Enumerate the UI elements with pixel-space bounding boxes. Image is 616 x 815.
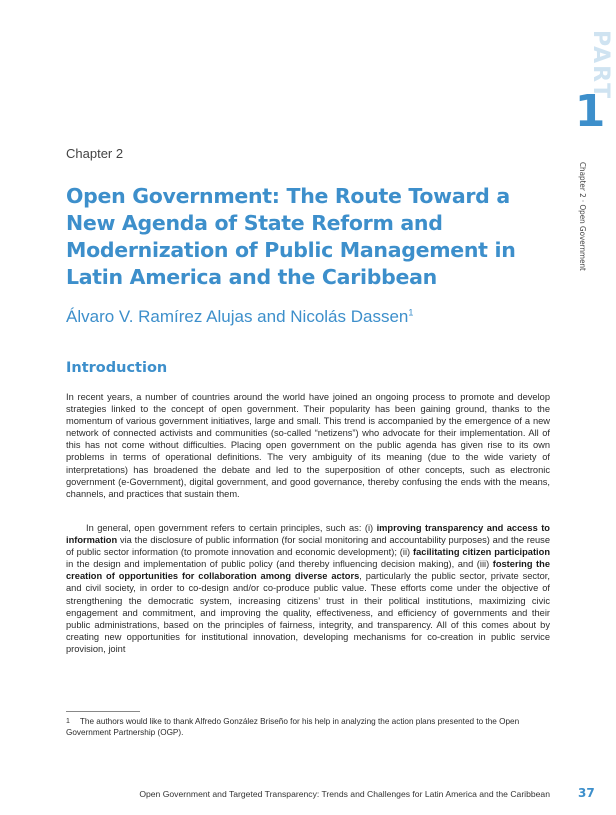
footnote-text: The authors would like to thank Alfredo González Briseño for his help in analyzing the action plans presented to the Open Government Partnership (OGP).	[66, 717, 520, 737]
paragraph-2-text: via the disclosure of public information (for social monitoring and accountability purposes) and the reuse of public sector information (to promote innovation and economic development); (ii)	[66, 535, 550, 558]
paragraph-2-text: , particularly the public sector, private sector, and civil society, in order to co-design and/or co-produce public value. These efforts come under the objective of strengthening the democratic system, increasing citizens’ trust in their political institutions, maximizing civic engagement and commitment, and improving the quality, effectiveness, and efficiency of governments and their public administrations, based on the principles of fairness, integrity, and transparency. All of this comes about by creating new opportunities for institutional innovation, developing mechanisms for co-creation in public service provision, joint	[66, 571, 550, 654]
paragraph-2	[66, 522, 550, 655]
footnote	[66, 716, 550, 738]
author-footnote-marker[interactable]: 1	[408, 307, 414, 318]
authors-names: Álvaro V. Ramírez Alujas and Nicolás Dassen	[66, 307, 409, 326]
chapter-title: Open Government: The Route Toward a New Agenda of State Reform and Modernization of Public Management in Latin America and the Caribbean	[66, 184, 516, 289]
part-number: 1	[574, 86, 606, 137]
paragraph-2-text: In general, open government refers to certain principles, such as: (i)	[86, 523, 377, 533]
paragraph-2-text: in the design and implementation of public policy (and thereby influencing decision making), and (iii)	[66, 559, 493, 570]
part-label: PART	[588, 30, 613, 101]
footnote-divider	[66, 711, 140, 712]
running-footer: Open Government and Targeted Transparency: Trends and Challenges for Latin America and the Caribbean	[139, 789, 550, 799]
paragraph-2-emphasis: improving transparency and access to information	[66, 523, 550, 546]
side-running-title: Chapter 2 · Open Government	[578, 162, 587, 271]
paragraph-2-emphasis: fostering the creation of opportunities for collaboration among diverse actors	[66, 559, 550, 582]
authors	[66, 307, 413, 327]
chapter-label: Chapter 2	[66, 146, 124, 161]
page-number: 37	[578, 786, 595, 800]
paragraph-1: In recent years, a number of countries around the world have joined an ongoing process to promote and develop strategies linked to the concept of open government. Their popularity has been gaining ground, thanks to the momentum of various government initiatives, large and small. This trend is accompanied by the emergence of a new network of connected activists and communities (so-called “netizens”) who advocate for their implementation. All of this has not come without difficulties. Placing open government on the public agenda has given rise to its own problems in terms of operational definitions. The very ambiguity of its meaning (due to the wide variety of interpretations) has broadened the debate and led to the superposition of other concepts, such as electronic government (e-Government), digital government, and good governance, thereby confusing the ends with the means, channels, and practices that sustain them.	[66, 392, 550, 499]
paragraph-2-emphasis: facilitating citizen participation	[413, 547, 550, 558]
footnote-marker: 1	[66, 718, 70, 725]
section-heading: Introduction	[66, 360, 168, 376]
